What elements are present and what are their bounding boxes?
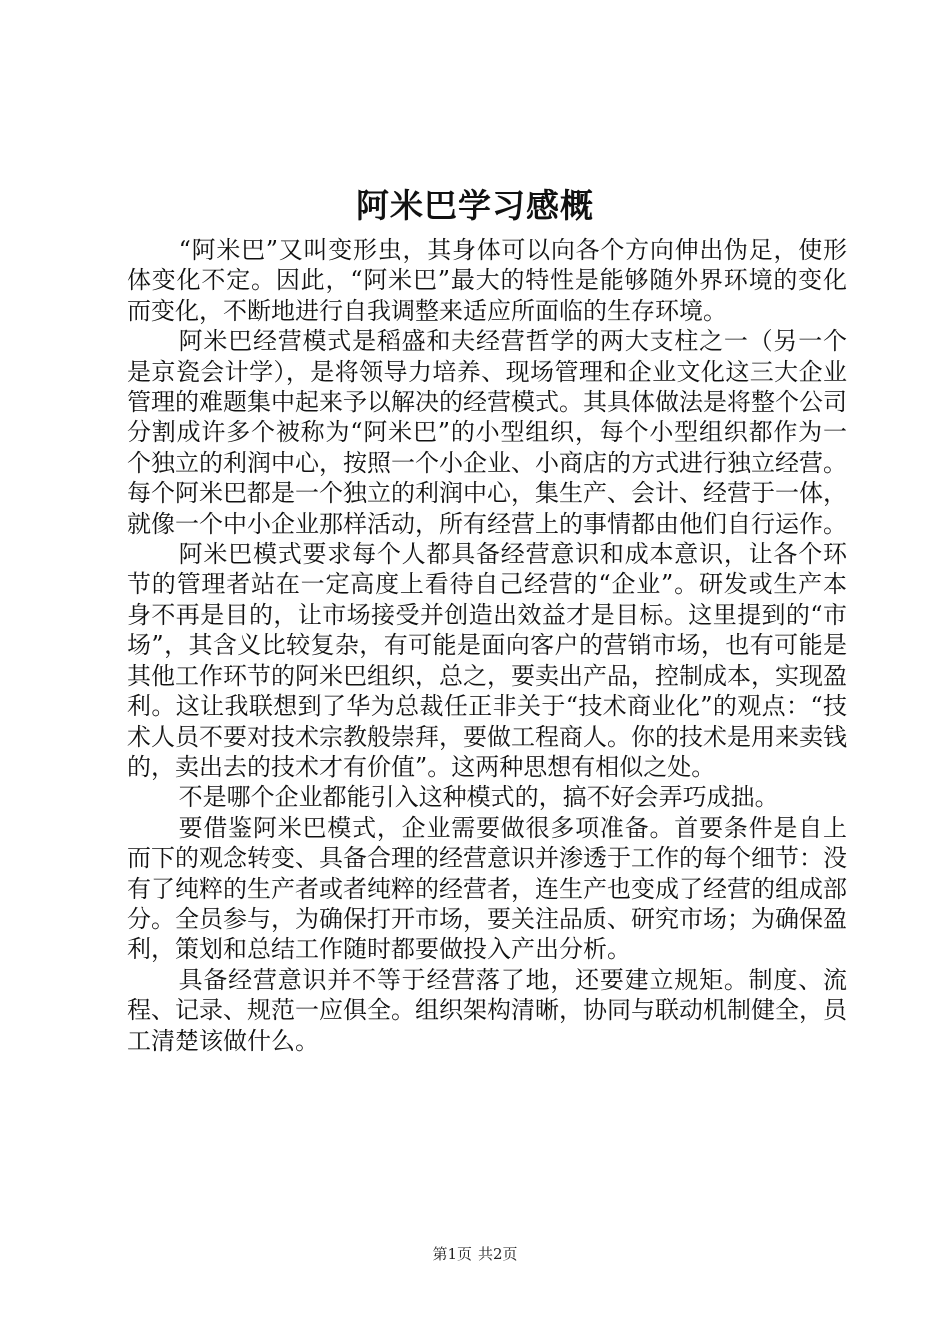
paragraph-5: 要借鉴阿米巴模式，企业需要做很多项准备。首要条件是自上而下的观念转变、具备合理的经营意识并渗透于工作的每个细节：没有了纯粹的生产者或者纯粹的经营者，连生产也变成了经营的组成部分。全员参与，为确保打开市场，要关注品质、研究市场；为确保盈利，策划和总结工作随时都要做投入产出分析。 — [127, 813, 847, 964]
document-title: 阿米巴学习感概 — [356, 186, 594, 225]
paragraph-4: 不是哪个企业都能引入这种模式的，搞不好会弄巧成拙。 — [178, 783, 779, 812]
paragraph-1: “阿米巴”又叫变形虫，其身体可以向各个方向伸出伪足，使形体变化不定。因此，“阿米巴”最大的特性是能够随外界环境的变化而变化，不断地进行自我调整来适应所面临的生存环境。 — [127, 236, 847, 325]
page-footer — [0, 1243, 950, 1265]
paragraph-3: 阿米巴模式要求每个人都具备经营意识和成本意识，让各个环节的管理者站在一定高度上看待自己经营的“企业”。研发或生产本身不再是目的，让市场接受并创造出效益才是目标。这里提到的“市场”，其含义比较复杂，有可能是面向客户的营销市场，也有可能是其他工作环节的阿米巴组织，总之，要卖出产品，控制成本，实现盈利。这让我联想到了华为总裁任正非关于“技术商业化”的观点：“技术人员不要对技术宗教般崇拜，要做工程商人。你的技术是用来卖钱的，卖出去的技术才有价值”。这两种思想有相似之处。 — [127, 540, 847, 781]
paragraph-6: 具备经营意识并不等于经营落了地，还要建立规矩。制度、流程、记录、规范一应俱全。组织架构清晰，协同与联动机制健全，员工清楚该做什么。 — [127, 965, 847, 1055]
paragraph-2: 阿米巴经营模式是稻盛和夫经营哲学的两大支柱之一（另一个是京瓷会计学），是将领导力培养、现场管理和企业文化这三大企业管理的难题集中起来予以解决的经营模式。其具体做法是将整个公司分割成许多个被称为“阿米巴”的小型组织，每个小型组织都作为一个独立的利润中心，按照一个小企业、小商店的方式进行独立经营。每个阿米巴都是一个独立的利润中心，集生产、会计、经营于一体，就像一个中小企业那样活动，所有经营上的事情都由他们自行运作。 — [127, 327, 847, 538]
page-number-total: 共2页 — [478, 1245, 518, 1263]
page-number-current: 第1页 — [432, 1245, 472, 1263]
document-body — [127, 235, 847, 1056]
